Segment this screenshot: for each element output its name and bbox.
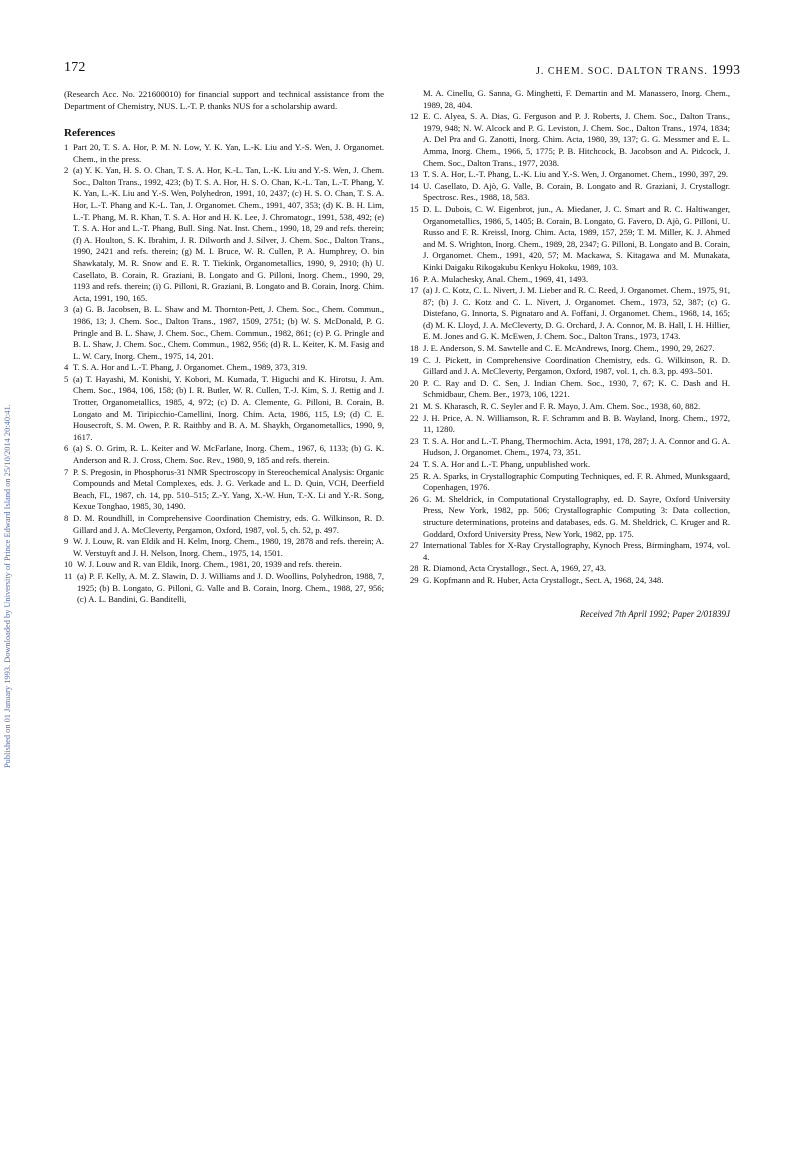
received-date: Received 7th April 1992; Paper 2/01839J xyxy=(579,608,730,619)
reference-item xyxy=(64,443,384,466)
right-column xyxy=(410,88,730,620)
reference-text: T. S. A. Hor and L.-T. Phang, J. Organomet. Chem., 1989, 373, 319. xyxy=(73,362,308,373)
reference-item xyxy=(410,540,730,563)
reference-text: D. M. Roundhill, in Comprehensive Coordination Chemistry, eds. G. Wilkinson, R. D. Gillard and J. A. McCleverty, Pergamon, Oxford, 1987, vol. 5, ch. 52, p. 497. xyxy=(73,513,384,535)
reference-item xyxy=(410,563,730,575)
reference-number: 19 xyxy=(410,354,419,365)
reference-text: T. S. A. Hor and L.-T. Phang, unpublished work. xyxy=(423,459,591,469)
reference-number: 3 xyxy=(64,304,69,315)
reference-item xyxy=(410,274,730,286)
reference-text: R. Diamond, Acta Crystallogr., Sect. A, 1969, 27, 43. xyxy=(423,563,607,574)
reference-text: D. L. Dubois, C. W. Eigenbrot, jun., A. Miedaner, J. C. Smart and R. C. Haltiwanger, Organometallics, 1986, 5, 1405; B. Corain, B. Longato, G. Favero, D. Ajò, G. Pilloni, U. Russo and F. R. Kreissl, Inorg. Chim. Acta, 1989, 157, 259; T. M. Miller, K. J. Ahmed and M. S. Wrighton, Inorg. Chem., 1989, 28, 2347; G. Pilloni, B. Longato and B. Corain, J. Organomet. Chem., 1991, 420, 57; M. Mackawa, S. Kitagawa and M. Munakata, Kinki Daigaku Rikogakubu Kenkyu Hokoku, 1989, 103. xyxy=(423,203,730,272)
reference-number: 28 xyxy=(410,563,419,574)
reference-number: 14 xyxy=(410,180,419,191)
journal-header xyxy=(536,62,740,78)
reference-text: International Tables for X-Ray Crystallography, Kynoch Press, Birmingham, 1974, vol. 4. xyxy=(423,540,730,562)
reference-text: P. A. Mulachesky, Anal. Chem., 1969, 41, 1493. xyxy=(423,273,589,284)
reference-number: 17 xyxy=(410,285,419,296)
reference-item xyxy=(410,181,730,204)
journal-year: 1993 xyxy=(711,62,741,77)
reference-item xyxy=(64,559,384,571)
reference-item xyxy=(64,304,384,362)
reference-text: U. Casellato, D. Ajò, G. Valle, B. Corain, B. Longato and R. Graziani, J. Crystallogr. Spectrosc. Res., 1988, 18, 583. xyxy=(423,180,730,203)
reference-number: 21 xyxy=(410,401,419,412)
reference-text: (a) P. F. Kelly, A. M. Z. Slawin, D. J. Williams and J. D. Woollins, Polyhedron, 1988, 7, 1925; (b) B. Longato, G. Pilloni, G. Valle and B. Corain, Inorg. Chem., 1988, 27, 956; (c) A. L. Bandini, G. Banditelli, xyxy=(77,570,384,605)
reference-item xyxy=(410,459,730,471)
reference-item xyxy=(410,169,730,181)
reference-item xyxy=(410,471,730,494)
reference-item xyxy=(410,111,730,169)
reference-item xyxy=(410,204,730,274)
reference-item xyxy=(64,467,384,513)
reference-text: W. J. Louw, R. van Eldik and H. Kelm, Inorg. Chem., 1980, 19, 2878 and refs. therein; A. W. Verstuyft and J. H. Nelson, Inorg. Chem., 1975, 14, 1501. xyxy=(73,536,384,558)
reference-text: (a) G. B. Jacobsen, B. L. Shaw and M. Thornton-Pett, J. Chem. Soc., Chem. Commun., 1986, 13; J. Chem. Soc., Dalton Trans., 1987, 1509, 2751; (b) W. S. McDonald, P. G. Pringle and B. L. Shaw, J. Chem. Soc., Chem. Commun., 1982, 861; (c) P. G. Pringle and B. L. Shaw, J. Chem. Soc., Chem. Commun., 1982, 956; (d) R. L. Keiter, K. M. Fasig and L. W. Cary, Inorg. Chem., 1975, 14, 201. xyxy=(73,304,384,361)
reference-number: 27 xyxy=(410,540,419,551)
reference-number: 26 xyxy=(410,493,419,504)
reference-number: 4 xyxy=(64,362,69,373)
reference-number: 1 xyxy=(64,142,69,152)
reference-number: 13 xyxy=(410,169,419,180)
left-reference-list xyxy=(64,142,384,606)
reference-item xyxy=(64,142,384,165)
reference-item xyxy=(64,362,384,374)
reference-text: P. S. Pregosin, in Phosphorus-31 NMR Spectroscopy in Stereochemical Analysis: Organic Compounds and Metal Complexes, eds. J. G. Verkade and L. D. Quin, VCH, Deerfield Beach, FL, 1987, ch. 14, pp. 510–515; Z.-Y. Yang, X.-W. Hun, T.-X. Li and Y.-R. Song, Kexue Tonghao, 1985, 30, 1490. xyxy=(73,466,384,512)
reference-number: 12 xyxy=(410,111,419,122)
reference-item xyxy=(410,285,730,343)
reference-text: M. S. Kharasch, R. C. Seyler and F. R. Mayo, J. Am. Chem. Soc., 1938, 60, 882. xyxy=(423,401,701,412)
reference-text: (a) Y. K. Yan, H. S. O. Chan, T. S. A. Hor, K.-L. Tan, L.-K. Liu and Y.-S. Wen, J. Chem. Soc., Dalton Trans., 1992, 423; (b) T. S. A. Hor, H. S. O. Chan, K.-L. Tan, L.-T. Phang, Y. K. Yan, L.-K. Liu and Y.-S. Wen, Polyhedron, 1991, 10, 2437; (c) H. S. O. Chan, T. S. A. Hor, L.-T. Phang and K.-L. Tan, J. Organomet. Chem., 1991, 407, 353; (d) K. B. H. Lim, L.-T. Phang, M. R. Khan, T. S. A. Hor and H. K. Lee, J. Chromatogr., 1991, 538, 492; (e) T. S. A. Hor and L.-T. Phang, Bull. Sing. Nat. Inst. Chem., 1990, 18, 29 and refs. therein; (f) A. Houlton, S. K. Ibrahim, J. R. Dilworth and J. Silver, J. Chem. Soc., Dalton Trans., 1990, 2421 and refs. therein; (g) M. I. Bruce, W. R. Cullen, P. A. Humphrey, O. bin Shawkataly, M. R. Snow and E. R. T. Tiekink, Organometallics, 1990, 9, 2910; (h) U. Casellato, B. Corain, R. Graziani, B. Longato and G. Pilloni, Inorg. Chem., 1990, 29, 1193 and refs. therein; (i) G. Pilloni, R. Graziani, B. Longato and B. Corain, Inorg. Chim. Acta, 1991, 190, 165. xyxy=(73,165,384,303)
reference-number: 8 xyxy=(64,513,69,523)
reference-number: 15 xyxy=(410,203,419,214)
reference-text: (a) J. C. Kotz, C. L. Nivert, J. M. Lieber and R. C. Reed, J. Organomet. Chem., 1975, 91, 87; (b) J. C. Kotz and C. L. Nivert, J. Organomet. Chem., 1973, 52, 387; (c) G. Distefano, G. Innorta, S. Pignataro and A. Foffani, J. Organomet. Chem., 1968, 14, 165; (d) M. K. Lloyd, J. A. McCleverty, D. G. Orchard, J. A. Connor, M. B. Hall, I. H. Hillier, E. M. Jones and G. K. McEwen, J. Chem. Soc., Dalton Trans., 1973, 1743. xyxy=(423,285,730,342)
reference-number: 5 xyxy=(64,373,69,384)
reference-text: (a) T. Hayashi, M. Konishi, Y. Kobori, M. Kumada, T. Higuchi and K. Hirotsu, J. Am. Chem. Soc., 1984, 106, 158; (b) I. R. Butler, W. R. Cullen, T.-J. Kim, S. J. Rettig and J. Trotter, Organometallics, 1985, 4, 972; (c) D. A. Clemente, G. Pilloni, B. Corain, B. Longato and M. Tiripicchio-Camellini, Inorg. Chim. Acta, 1986, 115, L9; (d) C. E. Housecroft, S. M. Owen, P. R. Raithby and B. A. M. Shaykh, Organometallics, 1990, 9, 1617. xyxy=(73,373,384,442)
reference-text: G. Kopfmann and R. Huber, Acta Crystallogr., Sect. A, 1968, 24, 348. xyxy=(423,574,664,585)
reference-number: 9 xyxy=(64,536,69,547)
reference-item xyxy=(64,536,384,559)
reference-item xyxy=(64,374,384,444)
reference-number: 2 xyxy=(64,165,69,176)
journal-name: J. CHEM. SOC. DALTON TRANS. xyxy=(536,66,708,77)
reference-item xyxy=(410,355,730,378)
reference-text: J. E. Anderson, S. M. Sawtelle and C. E. McAndrews, Inorg. Chem., 1990, 29, 2627. xyxy=(423,343,715,354)
reference-text: T. S. A. Hor and L.-T. Phang, Thermochim. Acta, 1991, 178, 287; J. A. Connor and G. A. Hudson, J. Organomet. Chem., 1974, 73, 351. xyxy=(423,435,730,458)
reference-number: 24 xyxy=(410,459,419,469)
reference-item xyxy=(410,401,730,413)
download-watermark xyxy=(1,186,15,768)
reference-text: R. A. Sparks, in Crystallographic Computing Techniques, ed. F. R. Ahmed, Munksgaard, Copenhagen, 1976. xyxy=(423,470,730,493)
reference-text: (a) S. O. Grim, R. L. Keiter and W. McFarlane, Inorg. Chem., 1967, 6, 1133; (b) G. K. Anderson and R. J. Cross, Chem. Soc. Rev., 1980, 9, 185 and refs. therein. xyxy=(73,443,384,466)
reference-item xyxy=(410,413,730,436)
reference-item xyxy=(410,378,730,401)
reference-number: 25 xyxy=(410,470,419,481)
left-column xyxy=(64,88,384,606)
reference-number: 29 xyxy=(410,574,419,585)
reference-number: 11 xyxy=(64,570,73,581)
reference-continuation: M. A. Cinellu, G. Sanna, G. Minghetti, F. Demartin and M. Manassero, Inorg. Chem., 1989, 28, 404. xyxy=(423,88,730,110)
right-reference-list xyxy=(410,111,730,586)
reference-item xyxy=(64,571,384,606)
acknowledgement-text: (Research Acc. No. 221600010) for financial support and technical assistance from the Department of Chemistry, NUS. L.-T. P. thanks NUS for a scholarship award. xyxy=(64,89,384,111)
reference-number: 18 xyxy=(410,343,419,354)
download-watermark-text: Published on 01 January 1993. Downloaded by University of Prince Edward Island on 25/10/2014 20:40:41. xyxy=(3,404,12,768)
reference-item xyxy=(64,165,384,304)
reference-item xyxy=(64,513,384,536)
references-heading: References xyxy=(64,127,116,139)
reference-text: P. C. Ray and D. C. Sen, J. Indian Chem. Soc., 1930, 7, 67; K. C. Dash and H. Schmidbaur, Chem. Ber., 1973, 106, 1221. xyxy=(423,377,730,400)
reference-number: 6 xyxy=(64,443,69,454)
reference-text: E. C. Alyea, S. A. Dias, G. Ferguson and P. J. Roberts, J. Chem. Soc., Dalton Trans., 1979, 948; N. W. Alcock and P. G. Leviston, J. Chem. Soc., Dalton Trans., 1974, 1834; A. Del Pra and G. Zanotti, Inorg. Chim. Acta, 1980, 39, 137; G. G. Messmer and E. L. Amma, Inorg. Chem., 1966, 5, 1775; P. B. Hitchcock, B. Jacobson and A. Pidcock, J. Chem. Soc., Dalton Trans., 1977, 2038. xyxy=(423,111,730,168)
reference-number: 23 xyxy=(410,435,419,446)
reference-number: 16 xyxy=(410,273,419,284)
reference-text: W. J. Louw and R. van Eldik, Inorg. Chem., 1981, 20, 1939 and refs. therein. xyxy=(77,559,342,570)
reference-text: G. M. Sheldrick, in Computational Crystallography, ed. D. Sayre, Oxford University Press, New York, 1982, pp. 506; Crystallographic Computing 3: Data collection, structure determinations, proteins and databases, eds. G. M. Sheldrick, C. Kruger and R. Goddard, Oxford University Press, New York, 1982, pp. 175. xyxy=(423,493,730,539)
reference-item xyxy=(410,436,730,459)
reference-number: 7 xyxy=(64,466,69,477)
reference-item xyxy=(410,494,730,540)
reference-text: J. H. Price, A. N. Williamson, R. F. Schramm and B. B. Wayland, Inorg. Chem., 1972, 11, 1280. xyxy=(423,412,730,435)
page-number: 172 xyxy=(64,60,86,75)
reference-text: C. J. Pickett, in Comprehensive Coordination Chemistry, eds. G. Wilkinson, R. D. Gillard and J. A. McCleverty, Pergamon, Oxford, 1987, vol. 1, ch. 8.3, pp. 493–501. xyxy=(423,354,730,377)
reference-text: Part 20, T. S. A. Hor, P. M. N. Low, Y. K. Yan, L.-K. Liu and Y.-S. Wen, J. Organomet. Chem., in the press. xyxy=(73,142,384,164)
reference-number: 10 xyxy=(64,559,73,570)
reference-number: 20 xyxy=(410,377,419,388)
reference-number: 22 xyxy=(410,412,419,423)
reference-text: T. S. A. Hor, L.-T. Phang, L.-K. Liu and Y.-S. Wen, J. Organomet. Chem., 1990, 397, 29. xyxy=(423,169,729,180)
reference-item xyxy=(410,575,730,587)
reference-item xyxy=(410,343,730,355)
